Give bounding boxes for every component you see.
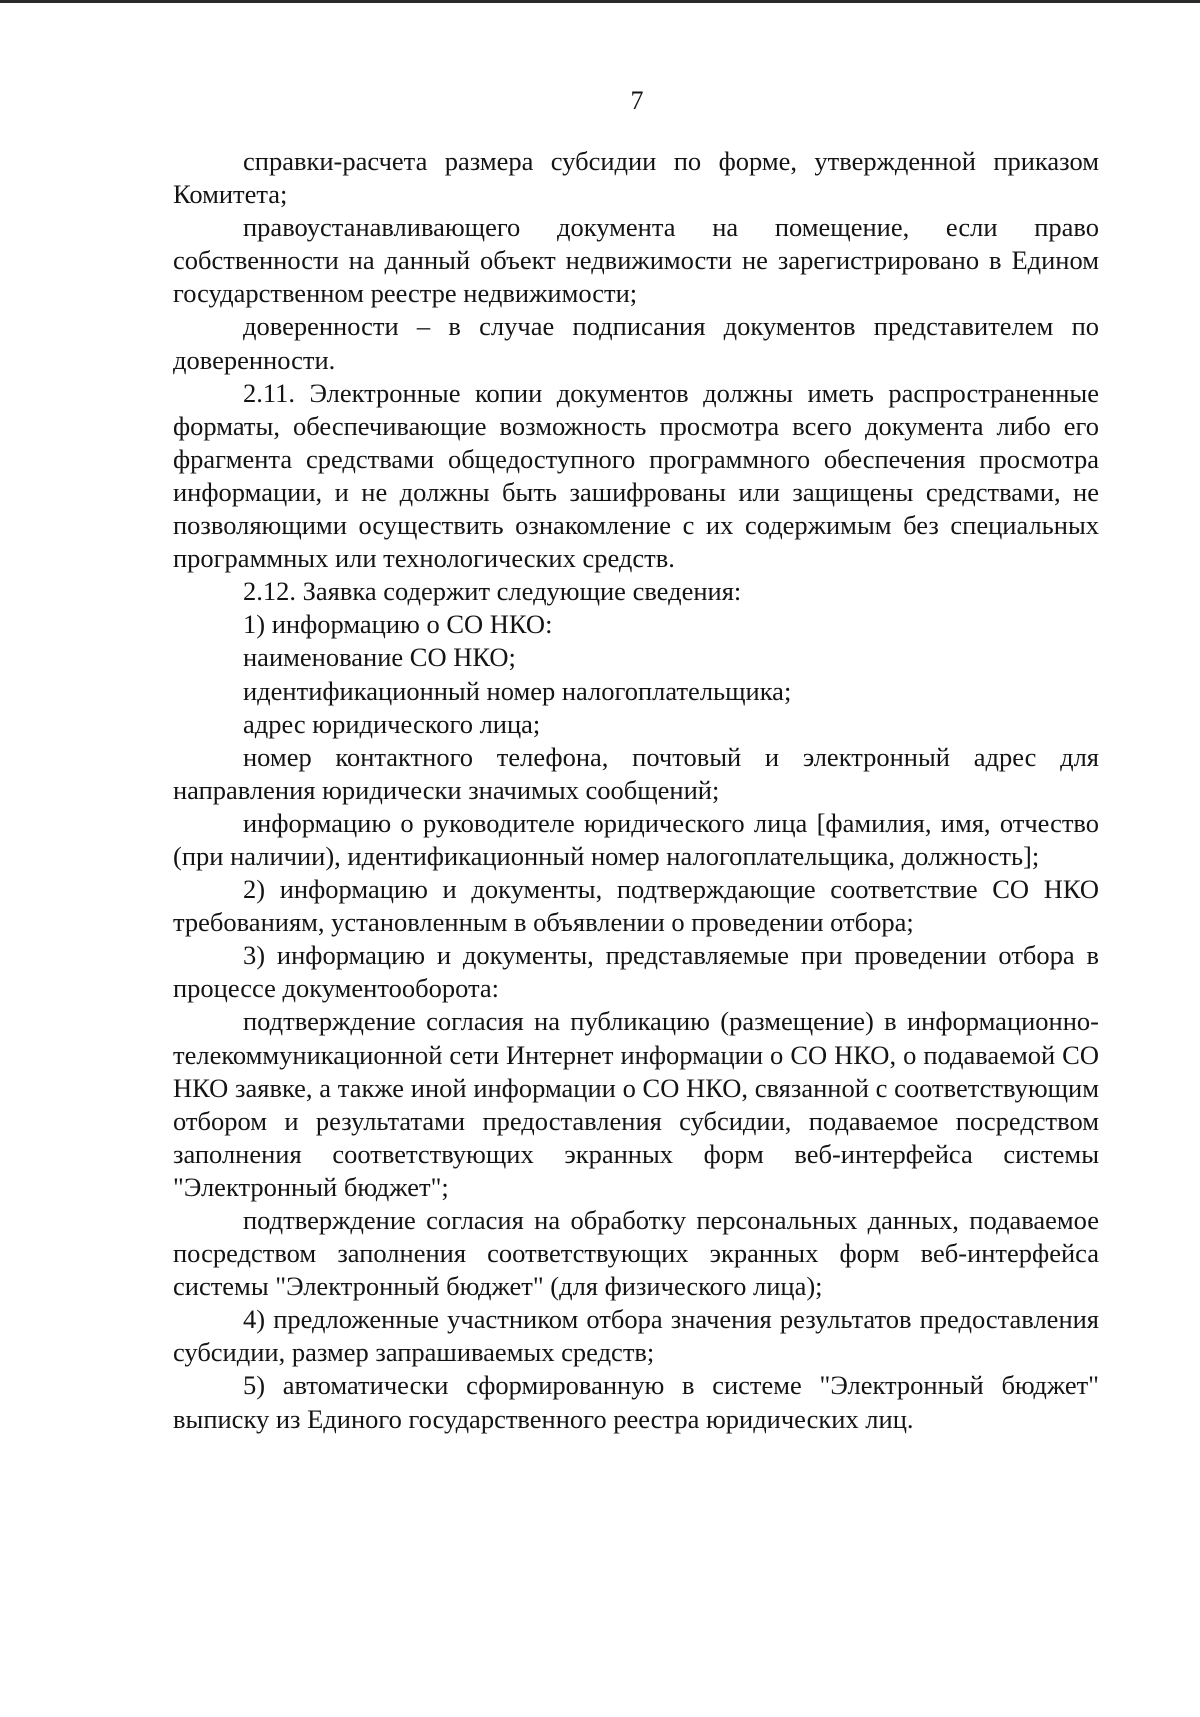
document-body (173, 145, 1099, 1436)
list-item-head-of-organization: информацию о руководителе юридического лица [фамилия, имя, отчество (при наличии), идентификационный номер налогоплательщика, должность]; (173, 807, 1099, 871)
scan-top-edge (0, 0, 1200, 3)
paragraph-power-of-attorney: доверенности – в случае подписания документов представителем по доверенности. (173, 311, 1099, 375)
list-item-personal-data-consent: подтверждение согласия на обработку персональных данных, подаваемое посредством заполнения соответствующих экранных форм веб-интерфейса системы "Электронный бюджет" (для физического лица); (173, 1205, 1099, 1302)
paragraph-2-11-electronic-copies: 2.11. Электронные копии документов должны иметь распространенные форматы, обеспечивающие возможность просмотра всего документа либо его фрагмента средствами общедоступного программного обеспечения просмотра информации, и не должны быть зашифрованы или защищены средствами, не позволяющими осуществить ознакомление с их содержимым без специальных программных или технологических средств. (173, 377, 1099, 574)
paragraph-2-12-application-contents: 2.12. Заявка содержит следующие сведения: (243, 576, 742, 607)
list-item-organization-name: наименование СО НКО; (243, 642, 516, 673)
list-item-contact-details: номер контактного телефона, почтовый и электронный адрес для направления юридически значимых сообщений; (173, 741, 1099, 805)
list-item-4-proposed-results: 4) предложенные участником отбора значения результатов предоставления субсидии, размер запрашиваемых средств; (173, 1304, 1099, 1368)
page-number: 7 (630, 86, 644, 115)
list-item-taxpayer-number: идентификационный номер налогоплательщика; (243, 675, 792, 706)
list-item-legal-address: адрес юридического лица; (243, 708, 541, 739)
list-item-5-registry-extract: 5) автоматически сформированную в системе "Электронный бюджет" выписку из Единого государственного реестра юридических лиц. (173, 1370, 1099, 1434)
paragraph-title-document: правоустанавливающего документа на помещение, если право собственности на данный объект недвижимости не зарегистрировано в Едином государственном реестре недвижимости; (173, 212, 1099, 309)
paragraph-certificate-calculation: справки-расчета размера субсидии по форме, утвержденной приказом Комитета; (173, 146, 1099, 210)
list-item-publication-consent: подтверждение согласия на публикацию (размещение) в информационно-телекоммуникационной сети Интернет информации о СО НКО, о подаваемой СО НКО заявке, а также иной информации о СО НКО, связанной с соответствующим отбором и результатами предоставления субсидии, подаваемое посредством заполнения соответствующих экранных форм веб-интерфейса системы "Электронный бюджет"; (173, 1006, 1099, 1202)
list-item-2-compliance-documents: 2) информацию и документы, подтверждающие соответствие СО НКО требованиям, установленным в объявлении о проведении отбора; (173, 874, 1099, 938)
list-item-1-organization-info: 1) информацию о СО НКО: (243, 609, 553, 640)
list-item-3-selection-documents: 3) информацию и документы, представляемые при проведении отбора в процессе документооборота: (173, 940, 1099, 1004)
